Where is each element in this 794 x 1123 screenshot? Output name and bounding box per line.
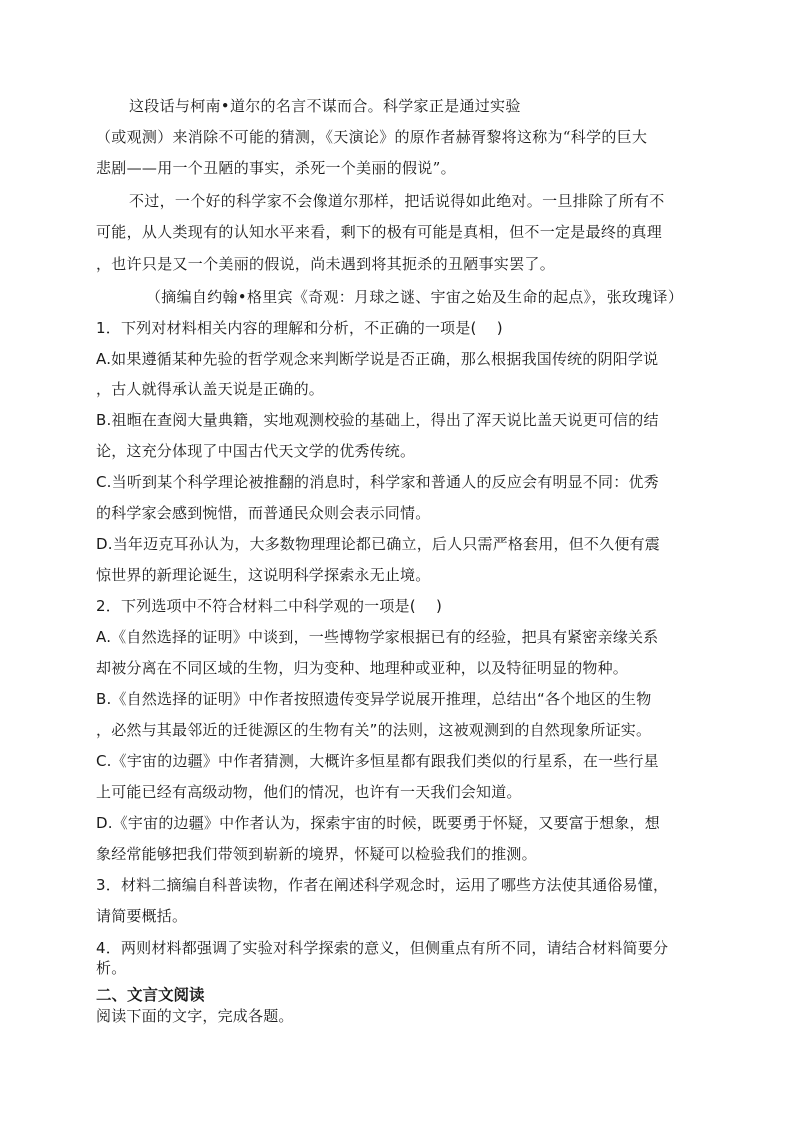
question-1-option-c-line2: 的科学家会感到惋惜，而普通民众则会表示同情。 <box>96 504 431 522</box>
question-2-option-c-line1: C.《宇宙的边疆》中作者猜测，大概许多恒星都有跟我们类似的行星系，在一些行星 <box>96 752 659 770</box>
passage-p1-line3: 悲剧——用一个丑陋的事实，杀死一个美丽的假说”。 <box>96 159 456 177</box>
question-1-stem: 1．下列对材料相关内容的理解和分析，不正确的一项是( ) <box>96 319 503 337</box>
passage-p2-line2: 可能，从人类现有的认知水平来看，剩下的极有可能是真相，但不一定是最终的真理 <box>96 223 663 241</box>
question-4-line2: 析。 <box>96 959 127 977</box>
passage-p2-line1: 不过，一个好的科学家不会像道尔那样，把话说得如此绝对。一旦排除了所有不 <box>129 192 665 210</box>
question-2-option-b-line2: ，必然与其最邻近的迁徙源区的生物有关”的法则，这被观测到的自然现象所证实。 <box>96 721 652 739</box>
question-2-option-d-line1: D.《宇宙的边疆》中作者认为，探索宇宙的时候，既要勇于怀疑，又要富于想象，想 <box>96 814 660 832</box>
question-2-option-a-line2: 却被分离在不同区域的生物，归为变种、地理种或亚种，以及特征明显的物种。 <box>96 659 629 677</box>
question-4-line1: 4．两则材料都强调了实验对科学探索的意义，但侧重点有所不同，请结合材料简要分 <box>96 939 669 957</box>
question-1-option-a-line2: ，古人就得承认盖天说是正确的。 <box>96 380 325 398</box>
question-2-option-c-line2: 上可能已经有高级动物，他们的情况，也许有一天我们会知道。 <box>96 783 522 801</box>
question-3-line2: 请简要概括。 <box>96 907 188 925</box>
passage-p1-line2: （或观测）来消除不可能的猜测，《天演论》的原作者赫胥黎将这称为“科学的巨大 <box>96 128 648 146</box>
passage-p2-line3: ，也许只是又一个美丽的假说，尚未遇到将其扼杀的丑陋事实罢了。 <box>96 255 556 273</box>
passage-p1-line1: 这段话与柯南•道尔的名言不谋而合。科学家正是通过实验 <box>129 97 521 115</box>
question-1-option-b-line1: B.祖暅在查阅大量典籍，实地观测校验的基础上，得出了浑天说比盖天说更可信的结 <box>96 411 659 429</box>
question-2-option-a-line1: A.《自然选择的证明》中谈到，一些博物学家根据已有的经验，把具有紧密亲缘关系 <box>96 628 659 646</box>
question-1-option-d-line2: 惊世界的新理论诞生，这说明科学探索永无止境。 <box>96 566 431 584</box>
question-1-option-a-line1: A.如果遵循某种先验的哲学观念来判断学说是否正确，那么根据我国传统的阴阳学说 <box>96 350 659 368</box>
section-heading: 二、文言文阅读 <box>96 986 205 1004</box>
passage-source: （摘编自约翰•格里宾《奇观：月球之谜、宇宙之始及生命的起点》，张玫瑰译） <box>146 288 684 306</box>
question-1-option-c-line1: C.当听到某个科学理论被推翻的消息时，科学家和普通人的反应会有明显不同：优秀 <box>96 473 659 491</box>
question-1-option-b-line2: 论，这充分体现了中国古代天文学的优秀传统。 <box>96 442 416 460</box>
question-2-option-b-line1: B.《自然选择的证明》中作者按照遗传变异学说展开推理，总结出“各个地区的生物 <box>96 690 652 708</box>
section-instruction: 阅读下面的文字，完成各题。 <box>96 1007 294 1025</box>
question-3-line1: 3．材料二摘编自科普读物，作者在阐述科学观念时，运用了哪些方法使其通俗易懂， <box>96 876 669 894</box>
question-1-option-d-line1: D.当年迈克耳孙认为，大多数物理理论都已确立，后人只需严格套用，但不久便有震 <box>96 535 660 553</box>
question-2-stem: 2．下列选项中不符合材料二中科学观的一项是( ) <box>96 597 443 615</box>
question-2-option-d-line2: 象经常能够把我们带领到崭新的境界，怀疑可以检验我们的推测。 <box>96 845 537 863</box>
